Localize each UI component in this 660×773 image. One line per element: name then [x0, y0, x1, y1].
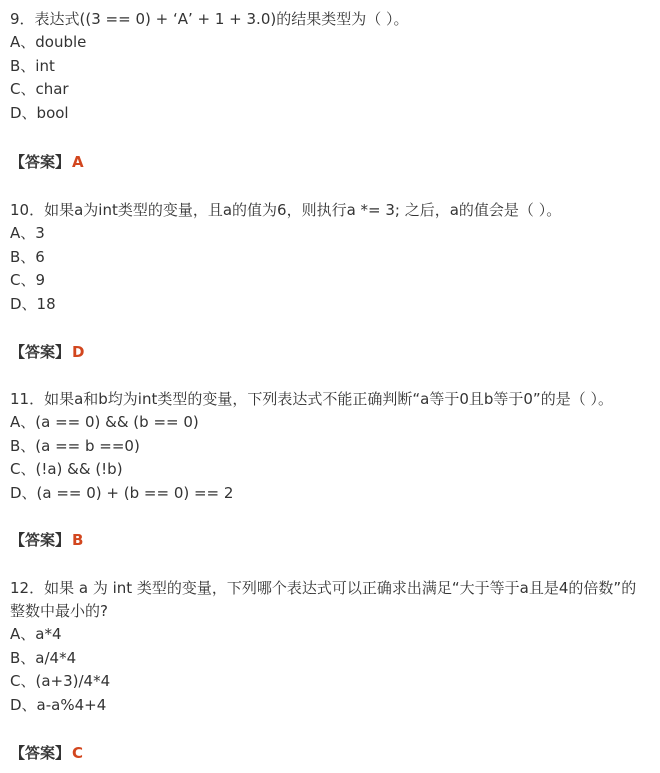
- answer-label: 【答案】: [10, 744, 71, 762]
- option-c: C、char: [10, 80, 69, 98]
- option-b: B、(a == b ==0): [10, 436, 140, 455]
- option-a: A、(a == 0) && (b == 0): [10, 413, 199, 431]
- question-12: [10, 577, 650, 717]
- option-d: D、bool: [10, 103, 69, 122]
- option-d: D、a-a%4+4: [10, 695, 107, 714]
- question-text: 12．如果 a 为 int 类型的变量，下列哪个表达式可以正确求出满足“大于等于a且是4的倍数”的整数中最小的?: [10, 579, 637, 620]
- option-b: B、a/4*4: [10, 648, 77, 667]
- question-text: 9．表达式((3 == 0) + ‘A’ + 1 + 3.0)的结果类型为（ ）。: [10, 10, 409, 28]
- option-b: B、6: [10, 247, 45, 266]
- answer-9: [10, 151, 84, 173]
- option-a: A、3: [10, 224, 45, 242]
- option-a: A、double: [10, 33, 87, 51]
- question-text: 10．如果a为int类型的变量，且a的值为6，则执行a *= 3; 之后，a的值会是（ ）。: [10, 201, 562, 219]
- question-11: [10, 388, 650, 505]
- answer-value: A: [72, 153, 84, 171]
- option-a: A、a*4: [10, 625, 62, 643]
- option-c: C、(!a) && (!b): [10, 460, 123, 478]
- option-c: C、(a+3)/4*4: [10, 672, 111, 690]
- answer-value: B: [72, 531, 84, 549]
- question-9: [10, 8, 650, 125]
- option-d: D、(a == 0) + (b == 0) == 2: [10, 483, 234, 502]
- question-text: 11．如果a和b均为int类型的变量，下列表达式不能正确判断“a等于0且b等于0”的是（ ）。: [10, 390, 613, 408]
- answer-label: 【答案】: [10, 531, 71, 549]
- option-b: B、int: [10, 56, 55, 75]
- question-10: [10, 199, 650, 316]
- answer-value: D: [72, 343, 85, 361]
- answer-11: [10, 529, 83, 551]
- answer-label: 【答案】: [10, 343, 71, 361]
- option-c: C、9: [10, 271, 46, 289]
- option-d: D、18: [10, 294, 56, 313]
- answer-12: [10, 742, 83, 764]
- answer-value: C: [72, 744, 84, 762]
- answer-label: 【答案】: [10, 153, 71, 171]
- answer-10: [10, 341, 84, 363]
